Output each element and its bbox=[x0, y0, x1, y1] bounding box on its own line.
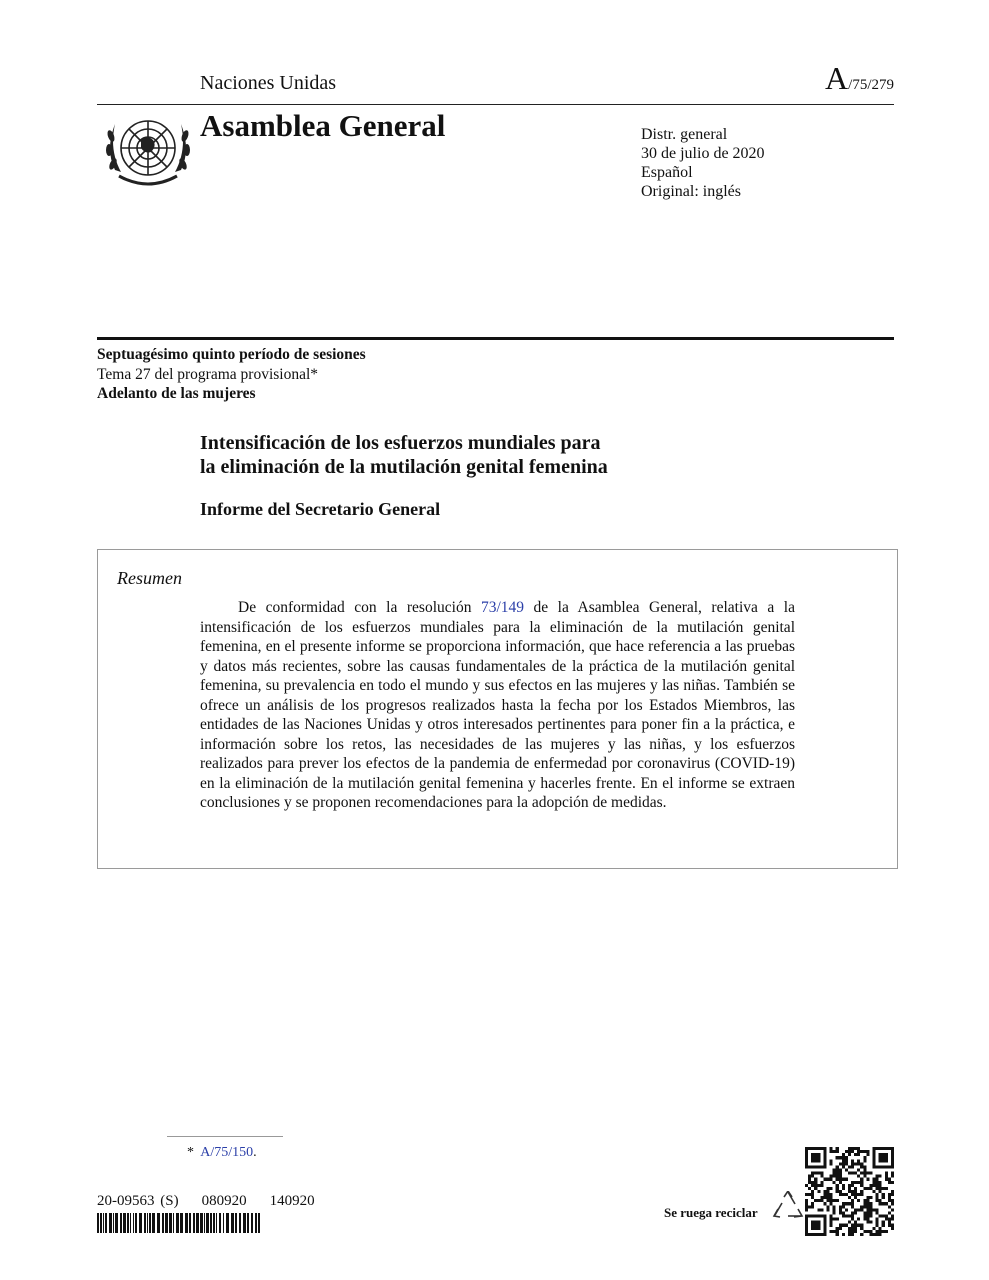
session-title: Septuagésimo quinto período de sesiones bbox=[97, 346, 366, 363]
section-rule bbox=[97, 337, 894, 340]
recycle-icon bbox=[772, 1191, 804, 1223]
footnote bbox=[187, 1145, 257, 1161]
barcode-icon bbox=[97, 1213, 261, 1233]
report-title-line2: la eliminación de la mutilación genital femenina bbox=[200, 456, 608, 478]
footnote-link[interactable]: A/75/150 bbox=[200, 1145, 254, 1160]
resolution-link[interactable]: 73/149 bbox=[480, 599, 525, 616]
document-symbol-number: /75/279 bbox=[848, 77, 894, 93]
document-symbol bbox=[825, 60, 894, 97]
distribution-block bbox=[641, 125, 765, 201]
report-subtitle: Informe del Secretario General bbox=[200, 499, 441, 519]
un-emblem-icon bbox=[101, 110, 195, 192]
distribution-date: 30 de julio de 2020 bbox=[641, 145, 765, 162]
summary-heading: Resumen bbox=[117, 568, 182, 588]
summary-text-start: De conformidad con la resolución bbox=[238, 599, 481, 616]
footnote-rule bbox=[167, 1136, 283, 1137]
report-title bbox=[200, 431, 608, 479]
footnote-marker: * bbox=[187, 1145, 194, 1160]
document-number: 20-09563 (S) 080920 140920 bbox=[97, 1193, 315, 1209]
header-rule bbox=[97, 104, 894, 105]
distribution-language: Español bbox=[641, 164, 693, 181]
distribution-original: Original: inglés bbox=[641, 183, 741, 200]
report-title-line1: Intensificación de los esfuerzos mundiales para bbox=[200, 432, 601, 454]
agenda-topic: Adelanto de las mujeres bbox=[97, 385, 256, 402]
distribution-type: Distr. general bbox=[641, 126, 728, 143]
footnote-period: . bbox=[253, 1145, 257, 1160]
document-symbol-letter: A bbox=[825, 60, 849, 96]
summary-text-rest: de la Asamblea General, relativa a la intensificación de los esfuerzos mundiales para la eliminación de la mutilación genital femenina, en el presente informe se proporciona información, que hace referencia a las pruebas y datos más recientes, sobre las causas fundamentales de la práctica de la mutilación genital femenina, su prevalencia en todo el mundo y sus efectos en las mujeres y las niñas. También se ofrece un análisis de los progresos realizados hasta la fecha por los Estados Miembros, las entidades de las Naciones Unidas y otros interesados pertinentes para poner fin a la práctica, e información sobre los retos, las necesidades de las mujeres y las niñas, y los esfuerzos realizados para prever los efectos de la pandemia de enfermedad por coronavirus (COVID-19) en la eliminación de la mutilación genital femenina y hacerles frente. En el informe se extraen conclusiones y se proponen recomendaciones para la adopción de medidas. bbox=[200, 599, 795, 811]
session-block bbox=[97, 345, 366, 404]
summary-text bbox=[200, 598, 795, 813]
organization-name: Naciones Unidas bbox=[200, 72, 337, 94]
agenda-item: Tema 27 del programa provisional* bbox=[97, 365, 319, 383]
recycle-label: Se ruega reciclar bbox=[664, 1205, 758, 1220]
qr-code-icon bbox=[805, 1147, 894, 1236]
body-name: Asamblea General bbox=[200, 108, 446, 143]
